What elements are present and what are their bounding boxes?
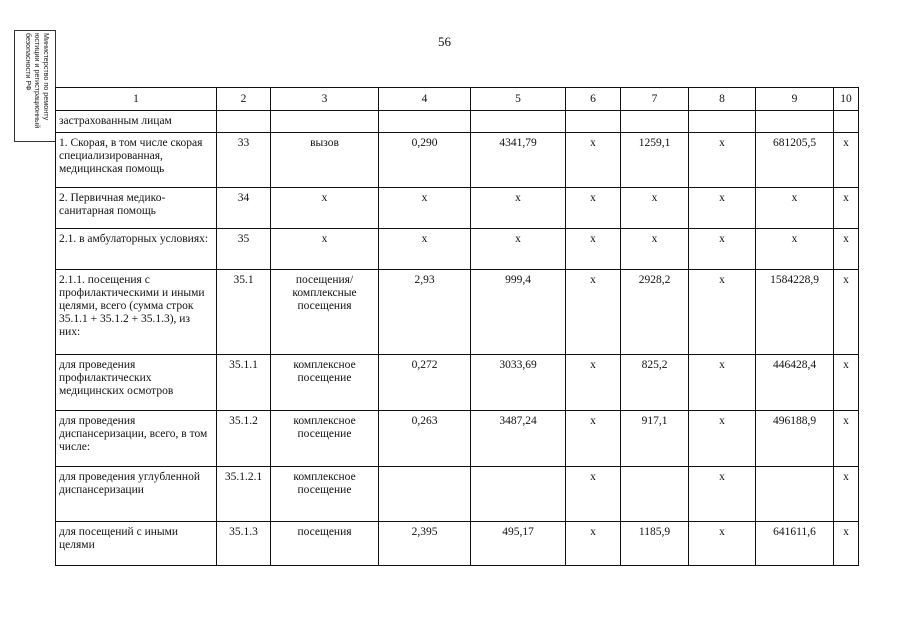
- table-cell: x: [756, 229, 834, 270]
- table-cell: x: [566, 522, 621, 566]
- page-number: 56: [438, 34, 451, 49]
- table-cell: 35.1.1: [217, 355, 271, 411]
- table-row: [56, 270, 859, 355]
- table-cell: x: [271, 188, 379, 229]
- table-cell: x: [689, 355, 756, 411]
- table-cell: [217, 111, 271, 133]
- table-row: [56, 467, 859, 522]
- table-body: [56, 88, 859, 566]
- table-cell: 33: [217, 133, 271, 188]
- table-cell: x: [689, 411, 756, 467]
- table-cell: 4341,79: [471, 133, 566, 188]
- table-cell: 495,17: [471, 522, 566, 566]
- table-cell: [566, 111, 621, 133]
- table-cell: [621, 111, 689, 133]
- table-cell: [271, 111, 379, 133]
- table-cell: x: [379, 229, 471, 270]
- table-cell: x: [689, 270, 756, 355]
- table-cell: x: [834, 411, 859, 467]
- table-cell: 0,272: [379, 355, 471, 411]
- table-cell: [379, 111, 471, 133]
- table-cell: 34: [217, 188, 271, 229]
- table-cell: посещения: [271, 522, 379, 566]
- table-cell: 35.1.2: [217, 411, 271, 467]
- stamp-text: Министерство по ремонту юстиции и регистрационный безопасности РФ: [24, 33, 51, 129]
- table-cell: x: [566, 133, 621, 188]
- table-cell: x: [689, 133, 756, 188]
- table-cell: комплексное посещение: [271, 411, 379, 467]
- table-cell: x: [621, 229, 689, 270]
- table-row: [56, 133, 859, 188]
- table-cell: 35: [217, 229, 271, 270]
- table-cell: [834, 111, 859, 133]
- table-cell: для посещений с иными целями: [56, 522, 217, 566]
- table-cell: x: [566, 270, 621, 355]
- table-cell: 681205,5: [756, 133, 834, 188]
- table-cell: x: [756, 188, 834, 229]
- table-cell: x: [271, 229, 379, 270]
- table-cell: для проведения профилактических медицинских осмотров: [56, 355, 217, 411]
- table-cell: x: [834, 467, 859, 522]
- table-row: [56, 522, 859, 566]
- header-cell: 3: [271, 88, 379, 111]
- header-cell: 9: [756, 88, 834, 111]
- table-cell: 1. Скорая, в том числе скорая специализированная, медицинская помощь: [56, 133, 217, 188]
- table-cell: x: [834, 522, 859, 566]
- table-cell: 1584228,9: [756, 270, 834, 355]
- table-cell: x: [566, 411, 621, 467]
- table-cell: x: [379, 188, 471, 229]
- table-cell: комплексное посещение: [271, 355, 379, 411]
- table-cell: для проведения диспансеризации, всего, в том числе:: [56, 411, 217, 467]
- header-cell: 5: [471, 88, 566, 111]
- table-cell: x: [689, 522, 756, 566]
- table-cell: x: [566, 355, 621, 411]
- table-cell: x: [566, 229, 621, 270]
- table-cell: [689, 111, 756, 133]
- table-cell: x: [471, 188, 566, 229]
- table-cell: x: [689, 229, 756, 270]
- table-cell: x: [689, 188, 756, 229]
- header-cell: 1: [56, 88, 217, 111]
- header-cell: 2: [217, 88, 271, 111]
- table-cell: 446428,4: [756, 355, 834, 411]
- table-cell: [471, 111, 566, 133]
- table-cell: 2.1. в амбулаторных условиях:: [56, 229, 217, 270]
- table-cell: x: [621, 188, 689, 229]
- table-cell: x: [834, 229, 859, 270]
- table-row: [56, 355, 859, 411]
- table-cell: 825,2: [621, 355, 689, 411]
- table-cell: 35.1: [217, 270, 271, 355]
- table-cell: x: [834, 188, 859, 229]
- header-cell: 6: [566, 88, 621, 111]
- table-cell: 2928,2: [621, 270, 689, 355]
- table-cell: 1259,1: [621, 133, 689, 188]
- table-cell: 35.1.2.1: [217, 467, 271, 522]
- table-cell: для проведения углубленной диспансеризации: [56, 467, 217, 522]
- header-cell: 10: [834, 88, 859, 111]
- table-cell: [379, 467, 471, 522]
- table-cell: 35.1.3: [217, 522, 271, 566]
- table-cell: 2. Первичная медико-санитарная помощь: [56, 188, 217, 229]
- table-cell: вызов: [271, 133, 379, 188]
- table-cell: комплексное посещение: [271, 467, 379, 522]
- table-cell: x: [689, 467, 756, 522]
- table-cell: x: [471, 229, 566, 270]
- table-cell: посещения/комплексные посещения: [271, 270, 379, 355]
- header-cell: 4: [379, 88, 471, 111]
- table-cell: 3487,24: [471, 411, 566, 467]
- table-cell: 999,4: [471, 270, 566, 355]
- table-row: [56, 188, 859, 229]
- table-cell: 2,395: [379, 522, 471, 566]
- table-cell: 3033,69: [471, 355, 566, 411]
- table-cell: 917,1: [621, 411, 689, 467]
- table-cell: x: [834, 270, 859, 355]
- table-cell: x: [834, 355, 859, 411]
- table-cell: x: [566, 467, 621, 522]
- table-header-row: [56, 88, 859, 111]
- table-cell: [621, 467, 689, 522]
- table-cell: 2.1.1. посещения с профилактическими и иными целями, всего (сумма строк 35.1.1 + 35.1.2 + 35.1.3), из них:: [56, 270, 217, 355]
- header-cell: 8: [689, 88, 756, 111]
- table-cell: 496188,9: [756, 411, 834, 467]
- table-cell: застрахованным лицам: [56, 111, 217, 133]
- table-cell: 641611,6: [756, 522, 834, 566]
- data-table: [55, 87, 859, 566]
- table-cell: 2,93: [379, 270, 471, 355]
- table-cell: [471, 467, 566, 522]
- table-cell: 1185,9: [621, 522, 689, 566]
- registration-stamp: [14, 30, 56, 142]
- table-cell: [756, 467, 834, 522]
- table-cell: x: [566, 188, 621, 229]
- table-row: [56, 229, 859, 270]
- table-cell: [756, 111, 834, 133]
- header-cell: 7: [621, 88, 689, 111]
- table-cell: x: [834, 133, 859, 188]
- table-row: [56, 111, 859, 133]
- table-row: [56, 411, 859, 467]
- table-cell: 0,290: [379, 133, 471, 188]
- table-cell: 0,263: [379, 411, 471, 467]
